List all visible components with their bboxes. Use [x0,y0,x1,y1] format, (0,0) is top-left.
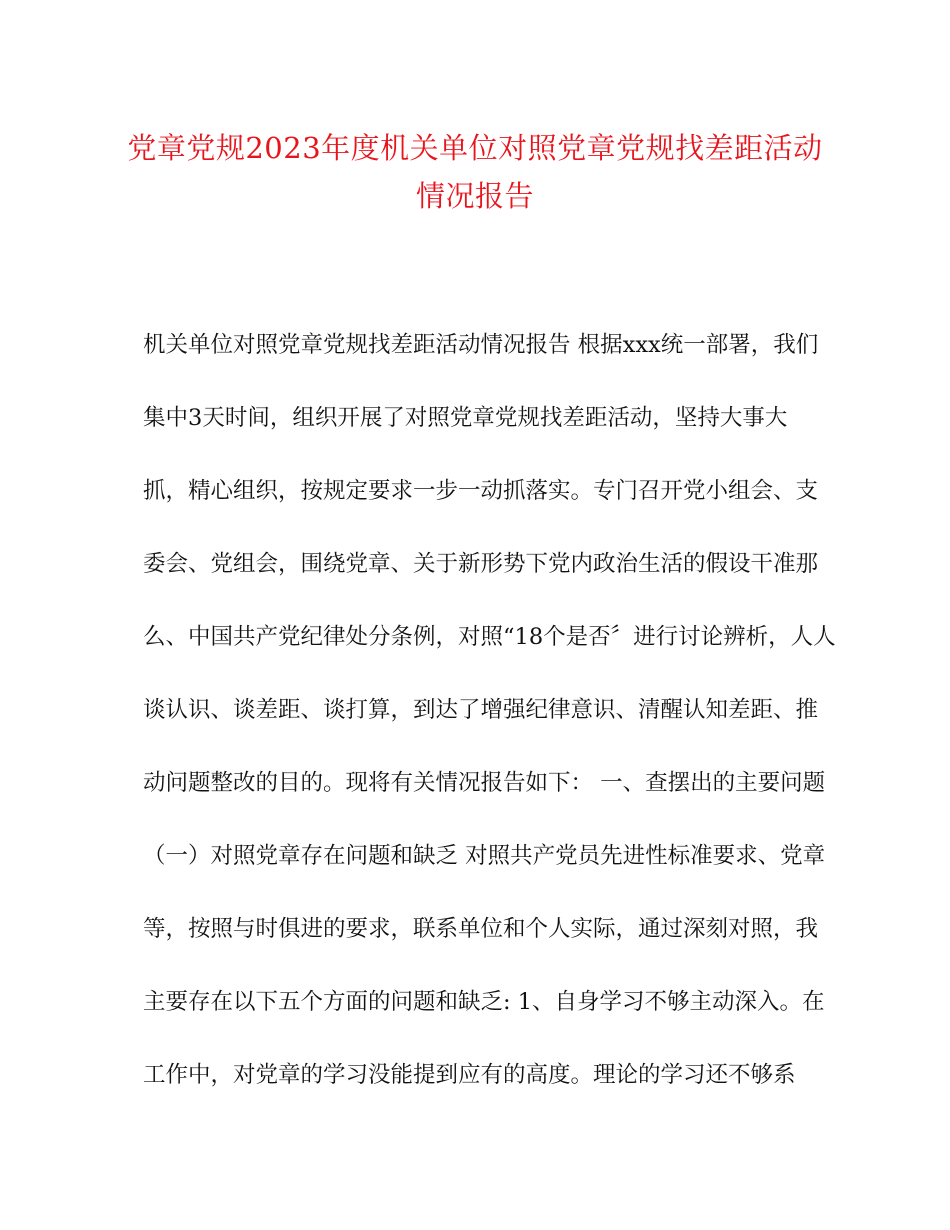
title-line-2: 情况报告 [415,179,534,213]
body-line-4: 委会、党组会，围绕党章、关于新形势下党内政治生活的假设干准那 [143,551,819,577]
body-line-6: 谈认识、谈差距、谈打算，到达了增强纪律意识、清醒认知差距、推 [143,697,819,723]
body-line-1: 机关单位对照党章党规找差距活动情况报告 根据xxx统一部署，我们 [143,332,819,358]
body-line-10: 主要存在以下五个方面的问题和缺乏: 1、自身学习不够主动深入。在 [143,989,825,1015]
body-line-8: （一）对照党章存在问题和缺乏 对照共产党员先进性标准要求、党章 [143,843,826,869]
document-title [0,124,950,220]
body-line-9: 等，按照与时俱进的要求，联系单位和个人实际，通过深刻对照，我 [143,916,819,942]
body-line-5: 么、中国共产党纪律处分条例，对照“18个是否〞进行讨论辨析，人人 [143,624,836,650]
body-line-7: 动问题整改的目的。现将有关情况报告如下： 一、查摆出的主要问题 [143,770,826,796]
title-line-1: 党章党规2023年度机关单位对照党章党规找差距活动 [127,131,823,165]
body-line-11: 工作中，对党章的学习没能提到应有的高度。理论的学习还不够系 [143,1062,796,1088]
body-line-2: 集中3天时间，组织开展了对照党章党规找差距活动，坚持大事大 [143,405,788,431]
body-line-3: 抓，精心组织，按规定要求一步一动抓落实。专门召开党小组会、支 [143,478,819,504]
